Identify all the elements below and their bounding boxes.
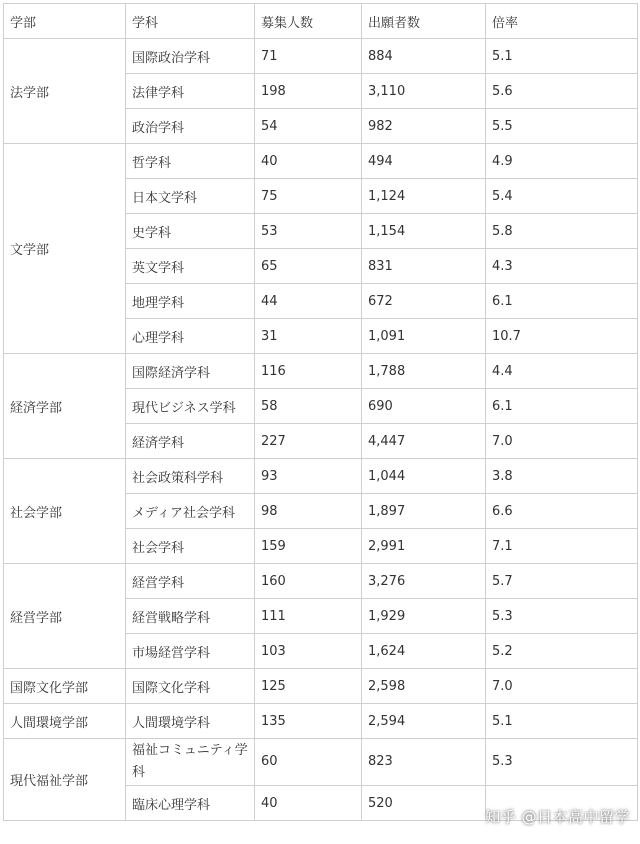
ratio-cell: 10.7 bbox=[486, 319, 638, 354]
ratio-cell: 7.0 bbox=[486, 669, 638, 704]
header-faculty: 学部 bbox=[4, 4, 126, 39]
quota-cell: 160 bbox=[255, 564, 362, 599]
applicants-cell: 690 bbox=[362, 389, 486, 424]
faculty-cell: 現代福祉学部 bbox=[4, 739, 126, 821]
quota-cell: 159 bbox=[255, 529, 362, 564]
table-row bbox=[4, 39, 638, 74]
quota-cell: 116 bbox=[255, 354, 362, 389]
ratio-cell: 7.0 bbox=[486, 424, 638, 459]
applicants-cell: 3,276 bbox=[362, 564, 486, 599]
applicants-cell: 1,929 bbox=[362, 599, 486, 634]
faculty-cell: 文学部 bbox=[4, 144, 126, 354]
faculty-cell: 国際文化学部 bbox=[4, 669, 126, 704]
department-cell: 社会学科 bbox=[126, 529, 255, 564]
applicants-cell: 1,091 bbox=[362, 319, 486, 354]
table-row bbox=[4, 354, 638, 389]
faculty-cell: 法学部 bbox=[4, 39, 126, 144]
ratio-cell: 5.3 bbox=[486, 599, 638, 634]
department-cell: 日本文学科 bbox=[126, 179, 255, 214]
quota-cell: 31 bbox=[255, 319, 362, 354]
department-cell: 地理学科 bbox=[126, 284, 255, 319]
department-cell: 法律学科 bbox=[126, 74, 255, 109]
applicants-cell: 672 bbox=[362, 284, 486, 319]
department-cell: 人間環境学科 bbox=[126, 704, 255, 739]
quota-cell: 54 bbox=[255, 109, 362, 144]
quota-cell: 135 bbox=[255, 704, 362, 739]
ratio-cell: 5.4 bbox=[486, 179, 638, 214]
table-row bbox=[4, 704, 638, 739]
ratio-cell: 6.1 bbox=[486, 284, 638, 319]
quota-cell: 75 bbox=[255, 179, 362, 214]
applicants-cell: 1,044 bbox=[362, 459, 486, 494]
quota-cell: 103 bbox=[255, 634, 362, 669]
applicants-cell: 1,624 bbox=[362, 634, 486, 669]
ratio-cell: 4.4 bbox=[486, 354, 638, 389]
department-cell: 社会政策科学科 bbox=[126, 459, 255, 494]
quota-cell: 111 bbox=[255, 599, 362, 634]
applicants-cell: 2,598 bbox=[362, 669, 486, 704]
ratio-cell: 4.3 bbox=[486, 249, 638, 284]
header-department: 学科 bbox=[126, 4, 255, 39]
quota-cell: 198 bbox=[255, 74, 362, 109]
quota-cell: 40 bbox=[255, 144, 362, 179]
department-cell: 国際政治学科 bbox=[126, 39, 255, 74]
department-cell: 国際経済学科 bbox=[126, 354, 255, 389]
department-cell: 国際文化学科 bbox=[126, 669, 255, 704]
applicants-cell: 1,788 bbox=[362, 354, 486, 389]
ratio-cell: 7.1 bbox=[486, 529, 638, 564]
applicants-cell: 3,110 bbox=[362, 74, 486, 109]
quota-cell: 53 bbox=[255, 214, 362, 249]
department-cell: 市場経営学科 bbox=[126, 634, 255, 669]
table-row bbox=[4, 739, 638, 786]
ratio-cell: 5.7 bbox=[486, 564, 638, 599]
department-cell: メディア社会学科 bbox=[126, 494, 255, 529]
admissions-table bbox=[3, 3, 638, 821]
table-row bbox=[4, 459, 638, 494]
quota-cell: 71 bbox=[255, 39, 362, 74]
department-cell: 経済学科 bbox=[126, 424, 255, 459]
applicants-cell: 1,897 bbox=[362, 494, 486, 529]
applicants-cell: 982 bbox=[362, 109, 486, 144]
department-cell: 政治学科 bbox=[126, 109, 255, 144]
ratio-cell: 5.3 bbox=[486, 739, 638, 786]
faculty-cell: 社会学部 bbox=[4, 459, 126, 564]
faculty-cell: 人間環境学部 bbox=[4, 704, 126, 739]
quota-cell: 40 bbox=[255, 786, 362, 821]
applicants-cell: 1,154 bbox=[362, 214, 486, 249]
quota-cell: 65 bbox=[255, 249, 362, 284]
ratio-cell: 5.8 bbox=[486, 214, 638, 249]
department-cell: 英文学科 bbox=[126, 249, 255, 284]
applicants-cell: 2,991 bbox=[362, 529, 486, 564]
applicants-cell: 884 bbox=[362, 39, 486, 74]
quota-cell: 93 bbox=[255, 459, 362, 494]
quota-cell: 44 bbox=[255, 284, 362, 319]
quota-cell: 58 bbox=[255, 389, 362, 424]
applicants-cell: 823 bbox=[362, 739, 486, 786]
quota-cell: 125 bbox=[255, 669, 362, 704]
ratio-cell: 5.1 bbox=[486, 704, 638, 739]
department-cell: 哲学科 bbox=[126, 144, 255, 179]
faculty-cell: 経営学部 bbox=[4, 564, 126, 669]
applicants-cell: 520 bbox=[362, 786, 486, 821]
ratio-cell: 5.2 bbox=[486, 634, 638, 669]
table-row bbox=[4, 669, 638, 704]
ratio-cell: 5.6 bbox=[486, 74, 638, 109]
ratio-cell: 3.8 bbox=[486, 459, 638, 494]
department-cell: 現代ビジネス学科 bbox=[126, 389, 255, 424]
applicants-cell: 2,594 bbox=[362, 704, 486, 739]
department-cell: 心理学科 bbox=[126, 319, 255, 354]
ratio-cell: 6.6 bbox=[486, 494, 638, 529]
watermark: 知乎 @日本高中留学 bbox=[485, 808, 630, 826]
ratio-cell: 4.9 bbox=[486, 144, 638, 179]
header-row bbox=[4, 4, 638, 39]
quota-cell: 60 bbox=[255, 739, 362, 786]
department-cell: 経営学科 bbox=[126, 564, 255, 599]
applicants-cell: 1,124 bbox=[362, 179, 486, 214]
table-body bbox=[4, 39, 638, 821]
header-ratio: 倍率 bbox=[486, 4, 638, 39]
faculty-cell: 経済学部 bbox=[4, 354, 126, 459]
department-cell: 福祉コミュニティ学科 bbox=[126, 739, 255, 786]
quota-cell: 227 bbox=[255, 424, 362, 459]
applicants-cell: 494 bbox=[362, 144, 486, 179]
ratio-cell: 5.5 bbox=[486, 109, 638, 144]
applicants-cell: 831 bbox=[362, 249, 486, 284]
header-applicants: 出願者数 bbox=[362, 4, 486, 39]
department-cell: 史学科 bbox=[126, 214, 255, 249]
quota-cell: 98 bbox=[255, 494, 362, 529]
header-quota: 募集人数 bbox=[255, 4, 362, 39]
department-cell: 臨床心理学科 bbox=[126, 786, 255, 821]
table-row bbox=[4, 564, 638, 599]
table-row bbox=[4, 144, 638, 179]
ratio-cell: 5.1 bbox=[486, 39, 638, 74]
applicants-cell: 4,447 bbox=[362, 424, 486, 459]
department-cell: 経営戦略学科 bbox=[126, 599, 255, 634]
ratio-cell: 6.1 bbox=[486, 389, 638, 424]
